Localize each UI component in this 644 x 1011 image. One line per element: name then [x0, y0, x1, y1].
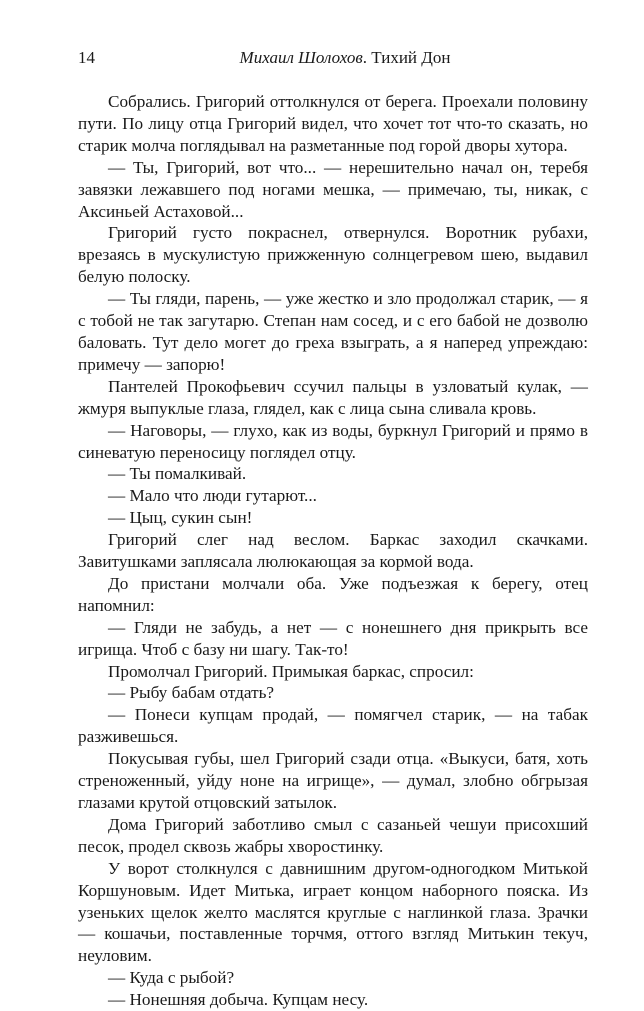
page-number: 14 — [78, 48, 95, 67]
paragraph: — Нонешняя добыча. Купцам несу. — [108, 990, 369, 1010]
paragraph: — Понеси купцам продай, — помягчел старик, — на табак разживешься. — [78, 705, 588, 747]
paragraph: — Наговоры, — глухо, как из воды, буркнул Григорий и прямо в синеватую переносицу поглядел отцу. — [78, 420, 588, 462]
body-text — [78, 91, 588, 1011]
paragraph: — Ты, Григорий, вот что... — нерешительно начал он, теребя завязки лежавшего под ногами мешка, — примечаю, ты, никак, с Аксиньей Астаховой... — [78, 157, 588, 221]
paragraph: — Мало что люди гутарют... — [108, 486, 317, 506]
paragraph: — Ты гляди, парень, — уже жестко и зло продолжал старик, — я с тобой не так загутарю. Степан нам сосед, и с его бабой не дозволю баловать. Тут дело могет до греха взыграть, а я наперед упреждаю: примечу — запорю! — [78, 289, 588, 374]
paragraph: Григорий густо покраснел, отвернулся. Воротник рубахи, врезаясь в мускулистую прижженную солнцегревом шею, выдавил белую полоску. — [78, 223, 588, 287]
paragraph: Дома Григорий заботливо смыл с сазаньей чешуи присохший песок, продел сквозь жабры хворостинку. — [78, 814, 588, 856]
paragraph: — Куда с рыбой? — [108, 968, 235, 988]
paragraph: Собрались. Григорий оттолкнулся от берега. Проехали половину пути. По лицу отца Григорий видел, что хочет тот что-то сказать, но старик молча поглядывал на разметанные под горой дворы хутора. — [78, 92, 588, 155]
paragraph: Промолчал Григорий. Примыкая баркас, спросил: — [108, 661, 474, 681]
header-separator: . — [362, 48, 372, 67]
header-author: Михаил Шолохов — [239, 48, 363, 67]
paragraph: Покусывая губы, шел Григорий сзади отца. «Выкуси, батя, хоть стреноженный, уйду ноне на игрище», — думал, злобно обгрызая глазами крутой отцовский затылок. — [78, 749, 588, 812]
paragraph: Григорий слег над веслом. Баркас заходил скачками. Завитушками заплясала люлюкающая за кормой вода. — [78, 530, 588, 572]
paragraph: Пантелей Прокофьевич ссучил пальцы в узловатый кулак, — жмуря выпуклые глаза, глядел, как с лица сына сливала кровь. — [78, 376, 588, 418]
header-book-title: Тихий Дон — [371, 48, 451, 67]
paragraph: — Цыц, сукин сын! — [108, 508, 253, 528]
running-head — [78, 48, 588, 74]
paragraph: — Ты помалкивай. — [108, 464, 247, 484]
paragraph: — Рыбу бабам отдать? — [108, 683, 275, 703]
paragraph: — Гляди не забудь, а нет — с нонешнего дня прикрыть все игрища. Чтоб с базу ни шагу. Так-то! — [78, 617, 588, 659]
paragraph: У ворот столкнулся с давнишним другом-одногодком Митькой Коршуновым. Идет Митька, играет концом наборного пояска. Из узеньких щелок желто маслятся круглые с наглинкой глаза. Зрачки — кошачьи, поставленные торчмя, оттого взгляд Митькин текуч, неуловим. — [78, 858, 588, 966]
header-title — [78, 48, 588, 68]
paragraph: До пристани молчали оба. Уже подъезжая к берегу, отец напомнил: — [78, 573, 588, 615]
